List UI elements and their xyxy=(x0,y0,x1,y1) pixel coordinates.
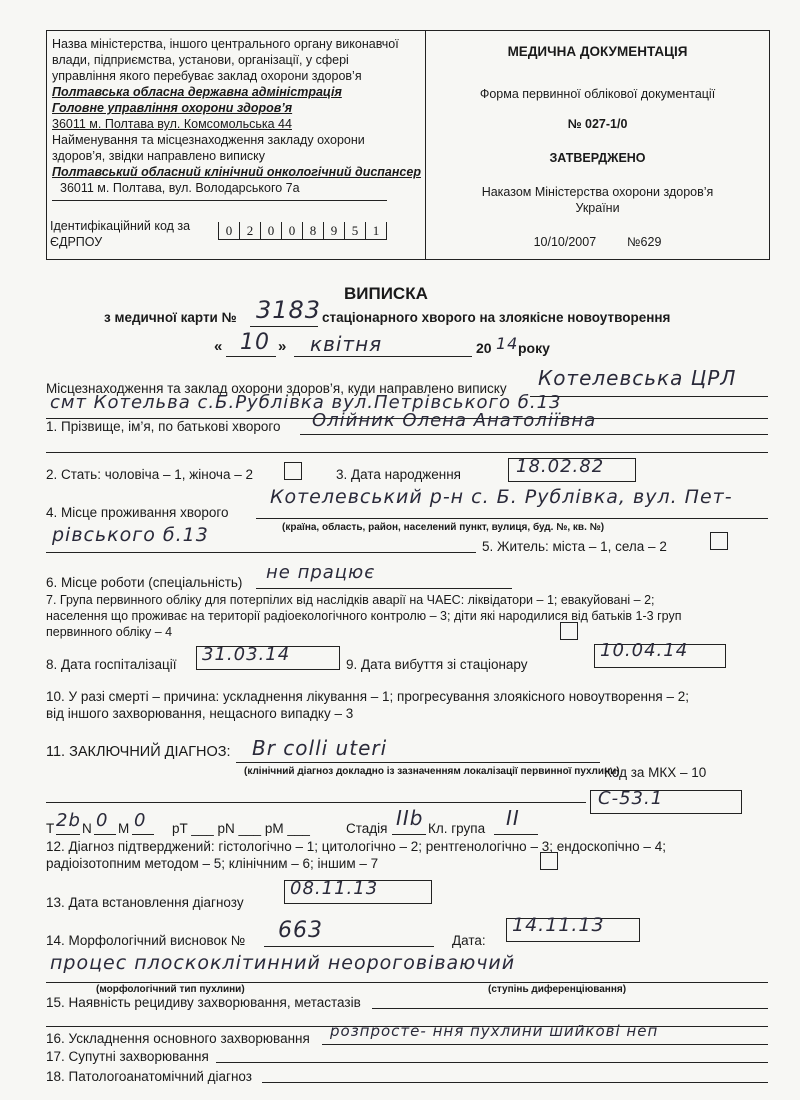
edrpou-digit: 9 xyxy=(323,222,344,240)
discharge-date: 10.04.14 xyxy=(600,640,689,661)
hosp-date: 31.03.14 xyxy=(202,644,291,665)
field-6-label: 6. Місце роботи (спеціальність) xyxy=(46,575,243,590)
form-number: № 027-1/0 xyxy=(567,117,628,131)
card-number: 3183 xyxy=(256,296,322,324)
resident-checkbox[interactable] xyxy=(710,532,728,550)
edrpou-digit: 8 xyxy=(302,222,323,240)
residence-1: Котелевський р-н с. Б. Рублівка, вул. Пет- xyxy=(270,486,733,508)
sender-label-2: здоров’я, звідки направлено виписку xyxy=(52,149,266,163)
edrpou-digit: 5 xyxy=(344,222,365,240)
field-11-label: 11. ЗАКЛЮЧНИЙ ДІАГНОЗ: xyxy=(46,744,231,760)
m-value: 0 xyxy=(134,810,147,831)
n-value: 0 xyxy=(96,810,109,831)
order-label-2: України xyxy=(575,201,620,215)
ministry-label-2: влади, підприємства, установи, організації, у сфері xyxy=(52,53,349,67)
field-18-label: 18. Патологоанатомічний діагноз xyxy=(46,1069,252,1084)
date-day: 10 xyxy=(240,330,270,355)
differentiation-hint: (ступінь диференціювання) xyxy=(488,984,627,995)
ministry-label-3: управління якого перебуває заклад охорони здоров’я xyxy=(52,69,362,83)
header-left-text xyxy=(52,36,422,196)
form-label: Форма первинної облікової документації xyxy=(479,87,716,101)
field-10-text: 10. У разі смерті – причина: ускладнення лікування – 1; прогресування злоякісного новоутворення – 2; від іншого захворювання, нещасного випадку – 3 xyxy=(46,689,690,721)
order-date: 10/10/2007 xyxy=(533,235,597,249)
org-oncology-center: Полтавський обласний клінічний онкологічний диспансер xyxy=(52,165,421,179)
field-12-text: 12. Діагноз підтверджений: гістологічно – 1; цитологічно – 2; рентгенологічно – 3; ендоскопічно – 4; радіоізотопним методом – 5; клінічним – 6; іншим – 7 xyxy=(46,839,666,871)
morph-type: процес плоскоклітинний неороговіваючий xyxy=(50,952,516,974)
ministry-label-1: Назва міністерства, іншого центрального органу виконавчої xyxy=(52,37,399,51)
morph-number: 663 xyxy=(278,918,323,943)
ptnm-label: pT ___ pN ___ pM ___ xyxy=(172,821,310,836)
t-value: 2b xyxy=(56,810,81,831)
field-14-label: 14. Морфологічний висновок № xyxy=(46,933,246,948)
edrpou-digit: 0 xyxy=(281,222,302,240)
patient-name: Олійник Олена Анатоліївна xyxy=(312,410,597,431)
dest-label: Місцезнаходження та заклад охорони здоров’я, куди направлено виписку xyxy=(46,381,507,396)
morph-date: 14.11.13 xyxy=(512,914,605,936)
order-label-1: Наказом Міністерства охорони здоров’я xyxy=(481,185,714,199)
edrpou-digit: 0 xyxy=(260,222,281,240)
stage-value: IIb xyxy=(396,806,424,830)
diagnosis: Br colli uteri xyxy=(252,736,388,760)
edrpou-digit: 2 xyxy=(239,222,260,240)
edrpou-digit: 1 xyxy=(365,222,387,240)
field-17-label: 17. Супутні захворювання xyxy=(46,1049,209,1064)
diagnosis-hint: (клінічний діагноз докладно із зазначенням локалізації первинної пухлини) xyxy=(244,766,620,777)
field-2-label: 2. Стать: чоловіча – 1, жіноча – 2 xyxy=(46,467,253,482)
field-4-label: 4. Місце проживання хворого xyxy=(46,505,229,520)
mkx-label: Код за МКХ – 10 xyxy=(604,765,707,780)
header-right-text xyxy=(430,44,765,250)
mkx-code: C-53.1 xyxy=(598,788,664,809)
complication: розпросте- ння пухлини шийкові неп xyxy=(330,1022,659,1040)
field-5-label: 5. Житель: міста – 1, села – 2 xyxy=(482,539,667,554)
approved-label: ЗАТВЕРДЖЕНО xyxy=(549,151,646,165)
sender-label-1: Найменування та місцезнаходження закладу охорони xyxy=(52,133,365,147)
edrpou-digit: 0 xyxy=(218,222,239,240)
address-1: 36011 м. Полтава вул. Комсомольська 44 xyxy=(52,117,292,131)
card-prefix: з медичної карти № xyxy=(104,310,237,325)
document-title: ВИПИСКА xyxy=(344,284,428,303)
field-3-label: 3. Дата народження xyxy=(336,467,461,482)
field-15-label: 15. Наявність рецидиву захворювання, метастазів xyxy=(46,995,361,1010)
date-month: квітня xyxy=(310,332,383,356)
med-doc-title: МЕДИЧНА ДОКУМЕНТАЦІЯ xyxy=(507,44,688,59)
field-16-label: 16. Ускладнення основного захворювання xyxy=(46,1031,310,1046)
confirm-checkbox[interactable] xyxy=(540,852,558,870)
edrpou-label: Ідентифікаційний код за ЄДРПОУ xyxy=(50,219,191,249)
edrpou-code xyxy=(218,222,387,240)
dest-value-1: Котелевська ЦРЛ xyxy=(538,366,737,390)
field-8-label: 8. Дата госпіталізації xyxy=(46,657,177,672)
morph-date-label: Дата: xyxy=(452,933,486,948)
address-2: 36011 м. Полтава, вул. Володарського 7а xyxy=(60,181,300,195)
field-1-label: 1. Прізвище, ім’я, по батькові хворого xyxy=(46,419,281,434)
stage-label: Стадія xyxy=(346,821,388,836)
order-number: №629 xyxy=(627,235,662,249)
sex-checkbox[interactable] xyxy=(284,462,302,480)
residence-2: рівського б.13 xyxy=(52,524,209,546)
date-year-prefix: 20 xyxy=(476,340,492,356)
morph-type-hint: (морфологічний тип пухлини) xyxy=(96,984,245,995)
workplace: не працює xyxy=(266,562,376,583)
chaes-checkbox[interactable] xyxy=(560,622,578,640)
field-13-label: 13. Дата встановлення діагнозу xyxy=(46,895,244,910)
group-value: II xyxy=(506,806,520,830)
field-9-label: 9. Дата вибуття зі стаціонару xyxy=(346,657,528,672)
date-year-suffix: 14 xyxy=(496,334,519,353)
field-7-text: 7. Група первинного обліку для потерпілих від наслідків аварії на ЧАЕС: ліквідатори – 1; евакуйовані – 2; населення що проживає на території радіоекологічного контролю – 3; діти які народилися від батьків 1-3 груп первинного обліку – 4 xyxy=(46,593,682,639)
birth-date: 18.02.82 xyxy=(516,456,605,477)
residence-hint: (країна, область, район, населений пункт, вулиця, буд. №, кв. №) xyxy=(282,522,605,533)
org-oblast-admin: Полтавська обласна державна адміністрація xyxy=(52,85,342,99)
diag-date: 08.11.13 xyxy=(290,878,379,899)
dest-value-2: смт Котельва с.Б.Рублівка вул.Петрівського б.13 xyxy=(50,392,562,413)
group-label: Кл. група xyxy=(428,821,486,836)
card-suffix: стаціонарного хворого на злоякісне новоутворення xyxy=(322,310,671,325)
org-health-dept: Головне управління охорони здоров’я xyxy=(52,101,293,115)
